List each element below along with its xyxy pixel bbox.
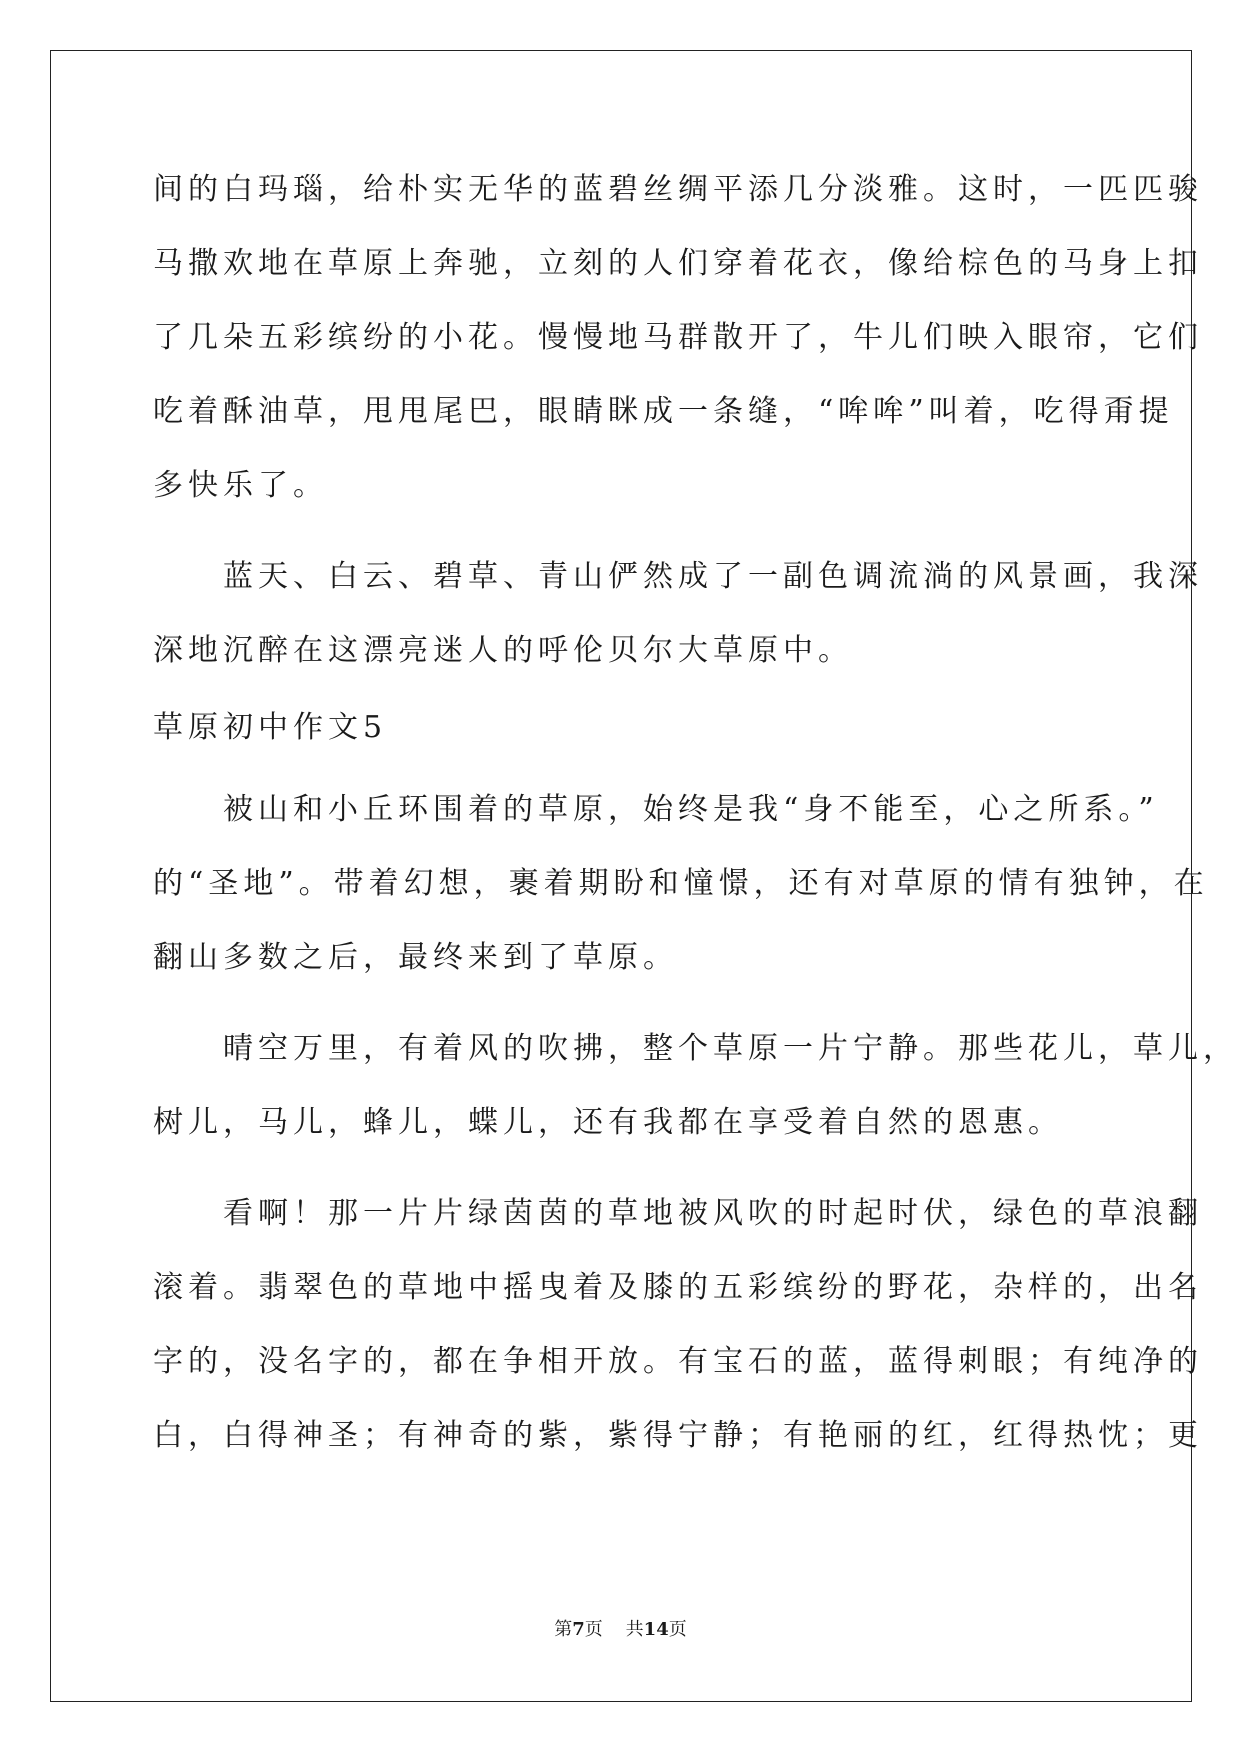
body-line: 晴空万里，有着风的吹拂，整个草原一片宁静。那些花儿，草儿，	[153, 1031, 1238, 1066]
body-line: 被山和小丘环围着的草原，始终是我“身不能至，心之所系。”	[153, 792, 1159, 827]
page-footer	[0, 1618, 1241, 1642]
body-line: 深地沉醉在这漂亮迷人的呼伦贝尔大草原中。	[153, 633, 853, 668]
body-line: 字的，没名字的，都在争相开放。有宝石的蓝，蓝得刺眼；有纯净的	[153, 1344, 1203, 1379]
body-line: 间的白玛瑙，给朴实无华的蓝碧丝绸平添几分淡雅。这时，一匹匹骏	[153, 172, 1203, 207]
page-label-prefix: 第	[554, 1619, 573, 1640]
total-pages: 14	[643, 1619, 669, 1640]
total-label-suffix: 页	[668, 1619, 687, 1640]
body-line: 了几朵五彩缤纷的小花。慢慢地马群散开了，牛儿们映入眼帘，它们	[153, 320, 1203, 355]
body-line: 的“圣地”。带着幻想，裹着期盼和憧憬，还有对草原的情有独钟，在	[153, 866, 1209, 901]
body-line: 马撒欢地在草原上奔驰，立刻的人们穿着花衣，像给棕色的马身上扣	[153, 246, 1203, 281]
body-line: 翻山多数之后，最终来到了草原。	[153, 940, 678, 975]
section-heading: 草原初中作文5	[153, 710, 388, 745]
body-line: 看啊！那一片片绿茵茵的草地被风吹的时起时伏，绿色的草浪翻	[153, 1196, 1203, 1231]
page-number: 7	[572, 1619, 585, 1640]
body-line: 白，白得神圣；有神奇的紫，紫得宁静；有艳丽的红，红得热忱；更	[153, 1418, 1203, 1453]
body-line: 树儿，马儿，蜂儿，蝶儿，还有我都在享受着自然的恩惠。	[153, 1105, 1063, 1140]
body-line: 蓝天、白云、碧草、青山俨然成了一副色调流淌的风景画，我深	[153, 559, 1203, 594]
page-label-suffix: 页	[584, 1619, 603, 1640]
body-line: 滚着。翡翠色的草地中摇曳着及膝的五彩缤纷的野花，杂样的，出名	[153, 1270, 1203, 1305]
body-line: 吃着酥油草，甩甩尾巴，眼睛眯成一条缝，“哞哞”叫着，吃得甭提	[153, 394, 1174, 429]
total-label-prefix: 共	[625, 1619, 644, 1640]
body-line: 多快乐了。	[153, 468, 328, 503]
